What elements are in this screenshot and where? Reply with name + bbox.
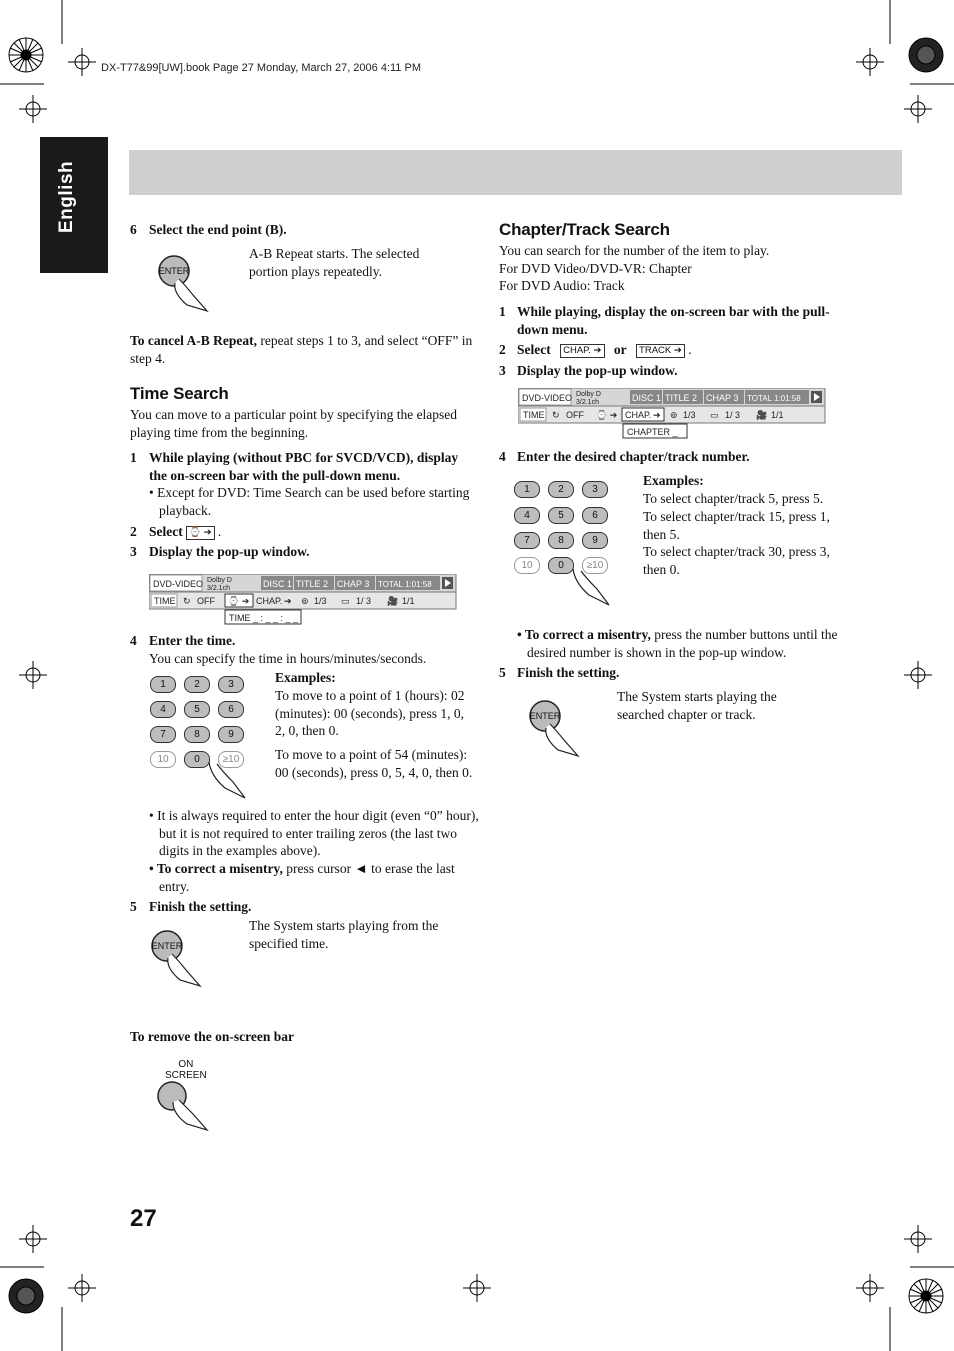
key-8: 8 [184,726,210,743]
cs-intro-3: For DVD Audio: Track [499,278,625,293]
osd-title-r: TITLE 2 [665,393,698,403]
key-3: 3 [582,481,608,498]
key-3: 3 [218,676,244,693]
key-5: 5 [548,507,574,524]
svg-text:Dolby D: Dolby D [207,577,232,584]
osd-time-popup: TIME _ : _ _ : _ _ [229,613,299,623]
finger-icon [205,758,255,802]
key-2: 2 [548,481,574,498]
number-keypad [150,676,250,806]
svg-text:➔: ➔ [284,596,292,606]
svg-text:➔: ➔ [653,410,661,420]
osd-disc: DISC 1 [263,579,293,589]
header-band [129,150,902,195]
cs-step3-text: Display the pop-up window. [517,363,678,378]
key-10: 10 [514,557,540,574]
cs-intro-1: You can search for the number of the item to play. [499,243,770,258]
ts-bullet-b [149,860,487,895]
number-keypad-right [514,481,614,611]
cs-step3-number: 3 [499,363,506,378]
svg-text:⊚: ⊚ [670,410,678,420]
osd-audio-ch: 1/3 [314,596,327,606]
osd-chapter-popup: CHAPTER _ [627,427,678,437]
cancel-bold: To cancel A-B Repeat, [130,333,257,348]
key-7: 7 [514,532,540,549]
cs-bullet [517,626,862,661]
time-search-osd [149,574,457,626]
ts-step5-number: 5 [130,899,137,914]
osd-source-r: DVD-VIDEO [522,393,573,403]
ts-step2: Select ⌚ ➔ . [149,524,222,539]
osd-disc-r: DISC 1 [632,393,662,403]
svg-text:🎥: 🎥 [756,410,768,420]
cs-example-1: To select chapter/track 5, press 5. [643,491,824,506]
osd-audio-ch-r: 1/3 [683,410,696,420]
svg-text:↻: ↻ [552,410,560,420]
ts-step4-number: 4 [130,633,137,648]
header-meta: DX-T77&99[UW].book Page 27 Monday, March 27, 2006 4:11 PM [101,62,421,74]
ts-step3-text: Display the pop-up window. [149,544,310,559]
key-7: 7 [150,726,176,743]
svg-text:3/2.1ch: 3/2.1ch [576,399,599,406]
cs-step1-number: 1 [499,304,506,319]
chapter-search-osd [518,388,828,440]
ts-example-1: To move to a point of 1 (hours): 02 (minutes): 00 (seconds), press 1, 0, 2, 0, then 0. [275,688,465,739]
svg-text:↻: ↻ [183,596,191,606]
ts-step2-text: Select [149,524,183,539]
ts-step1-text: While playing (without PBC for SVCD/VCD), display the on-screen bar with the pull-down menu. [149,450,459,483]
ts-step3-number: 3 [130,544,137,559]
cs-step2: Select CHAP. ➔ or TRACK ➔ . [517,342,692,357]
key-9: 9 [582,532,608,549]
osd-subtitle-r: 1/ 3 [725,410,741,420]
cs-bullet-rest: press the number buttons until the desired number is shown in the pop-up window. [527,627,838,660]
language-tab-label: English [56,160,77,233]
osd-time-r: TIME [523,410,545,420]
osd-subtitle: 1/ 3 [356,596,372,606]
ts-bullet-b-bold: • To correct a misentry, [149,861,283,876]
chap-select-box: CHAP. ➔ [560,344,604,358]
cs-example-3: To select chapter/track 30, press 3, then 0. [643,544,830,577]
enter-label-3: ENTER [529,711,561,721]
cs-step4-number: 4 [499,449,506,464]
language-tab [40,137,108,273]
key-10: 10 [150,751,176,768]
key-8: 8 [548,532,574,549]
on-screen-label: ON SCREEN [165,1059,207,1081]
enter-button-illustration-2 [148,928,210,990]
osd-chap: CHAP 3 [337,579,370,589]
cs-intro-2: For DVD Video/DVD-VR: Chapter [499,261,692,276]
ts-step4-text: Enter the time. [149,633,236,648]
svg-text:▭: ▭ [710,410,719,420]
key-0: 0 [548,557,574,574]
ab-repeat-description: A-B Repeat starts. The selected portion plays repeatedly. [249,246,420,279]
remove-bar-heading: To remove the on-screen bar [130,1029,294,1044]
cs-step2-or: or [613,342,627,357]
ts-bullet-a: • It is always required to enter the hour digit (even “0” hour), but it is not required to enter trailing zeros (the last two digits in the examples above). [149,808,479,859]
osd-total: TOTAL 1:01:58 [378,580,432,589]
key-ge10: ≥10 [582,557,608,574]
key-1: 1 [514,481,540,498]
osd-repeat-r: OFF [566,410,584,420]
ts-bullet-b-rest: press cursor ◄ to erase the last entry. [159,861,455,894]
finger-icon [569,565,619,609]
time-search-heading: Time Search [130,384,229,403]
enter-button-illustration-3 [526,698,588,760]
key-0: 0 [184,751,210,768]
cs-step5-number: 5 [499,665,506,680]
ts-step5-desc: The System starts playing from the specified time. [249,918,439,951]
time-select-icon: ⌚ ➔ [186,526,214,540]
ts-example-2: To move to a point of 54 (minutes): 00 (seconds), press 0, 5, 4, 0, then 0. [275,747,473,780]
osd-title: TITLE 2 [296,579,329,589]
svg-text:⌚ ➔: ⌚ ➔ [596,410,618,420]
enter-label-2: ENTER [151,941,183,951]
svg-text:Dolby D: Dolby D [576,391,601,398]
osd-angle: 1/1 [402,596,415,606]
ts-step4-desc: You can specify the time in hours/minutes/seconds. [149,651,427,666]
osd-chap-r: CHAP 3 [706,393,739,403]
osd-angle-r: 1/1 [771,410,784,420]
cs-step4-text: Enter the desired chapter/track number. [517,449,750,464]
key-6: 6 [582,507,608,524]
key-5: 5 [184,701,210,718]
key-6: 6 [218,701,244,718]
cs-step2-number: 2 [499,342,506,357]
cs-step5-desc: The System starts playing the searched chapter or track. [617,689,777,722]
cs-bullet-bold: • To correct a misentry, [517,627,651,642]
on-screen-button-illustration [155,1080,217,1134]
svg-text:⊚: ⊚ [301,596,309,606]
key-4: 4 [150,701,176,718]
cancel-ab-repeat [130,332,475,367]
ts-step5-text: Finish the setting. [149,899,252,914]
osd-chap2: CHAP. [256,596,283,606]
svg-text:▭: ▭ [341,596,350,606]
track-select-box: TRACK ➔ [636,344,685,358]
osd-repeat: OFF [197,596,215,606]
cs-step1-text: While playing, display the on-screen bar with the pull-down menu. [517,304,830,337]
osd-chap2-r: CHAP. [625,410,652,420]
time-search-intro: You can move to a particular point by specifying the elapsed playing time from the beginning. [130,407,458,440]
cs-examples-label: Examples: [643,473,704,488]
enter-label: ENTER [158,266,190,276]
ts-step1-number: 1 [130,450,137,465]
ts-step1-bullet: • Except for DVD: Time Search can be used before starting playback. [149,485,470,518]
step-6-text: Select the end point (B). [149,222,287,237]
page-number: 27 [130,1205,157,1232]
ts-examples-label: Examples: [275,670,336,685]
cs-step5-text: Finish the setting. [517,665,620,680]
chapter-search-heading: Chapter/Track Search [499,220,670,239]
svg-text:⌚ ➔: ⌚ ➔ [228,596,250,606]
osd-total-r: TOTAL 1:01:58 [747,394,801,403]
key-1: 1 [150,676,176,693]
cs-step2-text: Select [517,342,551,357]
svg-text:🎥: 🎥 [387,596,399,606]
svg-text:3/2.1ch: 3/2.1ch [207,585,230,592]
key-ge10: ≥10 [218,751,244,768]
cs-example-2: To select chapter/track 15, press 1, then 5. [643,509,830,542]
cancel-rest: repeat steps 1 to 3, and select “OFF” in step 4. [130,333,473,366]
enter-button-illustration [155,253,215,313]
key-2: 2 [184,676,210,693]
key-9: 9 [218,726,244,743]
key-4: 4 [514,507,540,524]
osd-source: DVD-VIDEO [153,579,204,589]
ts-step2-number: 2 [130,524,137,539]
osd-time: TIME [154,596,176,606]
step-6-number: 6 [130,222,137,237]
